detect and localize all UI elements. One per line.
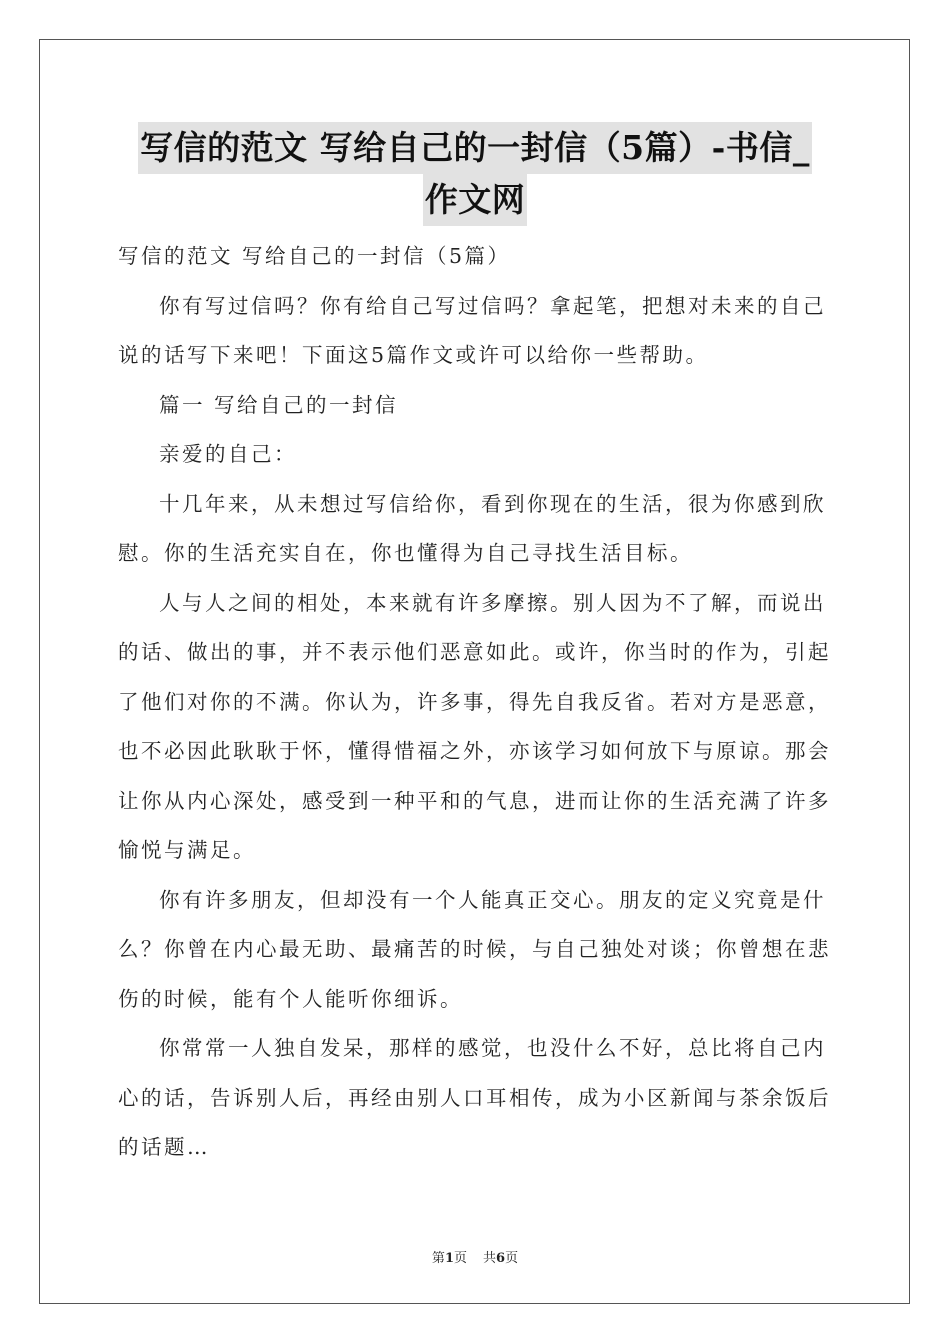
paragraph: 人与人之间的相处，本来就有许多摩擦。别人因为不了解，而说出的话、做出的事，并不表示他们恶意如此。或许，你当时的作为，引起了他们对你的不满。你认为，许多事，得先自我反省。若对方是恶意，也不必因此耿耿于怀，懂得惜福之外，亦该学习如何放下与原谅。那会让你从内心深处，感受到一种平和的气息，进而让你的生活充满了许多愉悦与满足。 bbox=[118, 590, 831, 862]
paragraph: 你常常一人独自发呆，那样的感觉，也没什么不好，总比将自己内心的话，告诉别人后，再经由别人口耳相传，成为小区新闻与茶余饭后的话题… bbox=[118, 1036, 831, 1159]
section-heading: 篇一 写给自己的一封信 bbox=[159, 392, 399, 417]
page-prefix: 第 bbox=[431, 1251, 445, 1266]
subtitle: 写信的范文 写给自己的一封信（5篇） bbox=[118, 244, 511, 268]
total-suffix: 页 bbox=[505, 1251, 519, 1266]
paragraph: 十几年来，从未想过写信给你，看到你现在的生活，很为你感到欣慰。你的生活充实自在，你也懂得为自己寻找生活目标。 bbox=[118, 491, 826, 565]
title-line-1: 写信的范文 写给自己的一封信（5篇）-书信_ bbox=[138, 122, 812, 174]
document-body bbox=[118, 232, 834, 1173]
title-line-2: 作文网 bbox=[423, 174, 528, 226]
salutation: 亲爱的自己： bbox=[159, 442, 297, 466]
total-prefix: 共 bbox=[483, 1251, 497, 1266]
paragraph: 你有许多朋友，但却没有一个人能真正交心。朋友的定义究竟是什么？你曾在内心最无助、最痛苦的时候，与自己独处对谈；你曾想在悲伤的时候，能有个人能听你细诉。 bbox=[118, 887, 831, 1011]
page-footer bbox=[0, 1247, 950, 1266]
page-suffix: 页 bbox=[453, 1251, 467, 1266]
page-current: 1 bbox=[444, 1251, 454, 1266]
page-total: 6 bbox=[496, 1251, 506, 1266]
paragraph-intro: 你有写过信吗？你有给自己写过信吗？拿起笔，把想对未来的自己说的话写下来吧！下面这5篇作文或许可以给你一些帮助。 bbox=[118, 293, 826, 367]
document-title bbox=[70, 122, 880, 226]
